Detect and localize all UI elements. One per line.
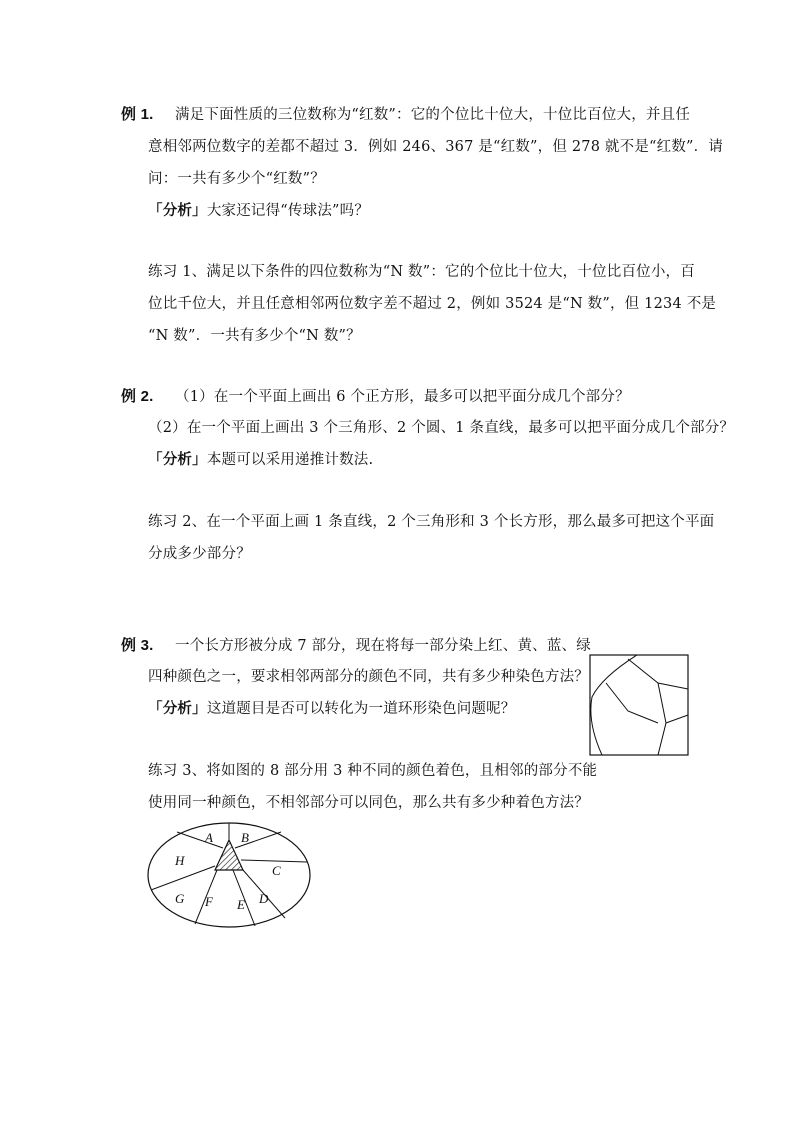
ellipse-eight-parts-figure <box>145 820 315 932</box>
example-3-analysis <box>148 697 516 718</box>
region-label-d: D <box>259 891 269 906</box>
hatched-triangle <box>215 840 243 870</box>
practice-1-line-1: 练习 1、满足以下条件的四位数称为“N 数”：它的个位比十位大，十位比百位小，百 <box>148 264 695 280</box>
example-3-text-line-2: 四种颜色之一，要求相邻两部分的颜色不同，共有多少种染色方法？ <box>148 669 589 685</box>
region-label-c: C <box>272 863 281 878</box>
practice-1-line-2: 位比千位大，并且任意相邻两位数字差不超过 2，例如 3524 是“N 数”，但 1234 不是 <box>148 296 717 312</box>
example-1-analysis <box>148 199 369 220</box>
example-1-text-line-2: 意相邻两位数字的差都不超过 3．例如 246、367 是“红数”，但 278 就不是“红数”．请 <box>148 139 724 155</box>
practice-1-line-3: “N 数”．一共有多少个“N 数”？ <box>148 328 361 344</box>
analysis-text: 这道题目是否可以转化为一道环形染色问题呢？ <box>206 701 516 717</box>
example-3-label: 例 3. <box>121 637 154 654</box>
example-1-label: 例 1. <box>121 106 154 123</box>
practice-3-line-2: 使用同一种颜色，不相邻部分可以同色，那么共有多少种着色方法？ <box>148 795 589 811</box>
example-2-analysis <box>148 448 373 469</box>
example-1-text-line-3: 问：一共有多少个“红数”？ <box>148 171 325 187</box>
analysis-tag: 「分析」 <box>148 452 207 468</box>
example-1-text-line-1: 满足下面性质的三位数称为“红数”：它的个位比十位大，十位比百位大，并且任 <box>175 107 691 123</box>
analysis-text: 本题可以采用递推计数法. <box>206 452 374 468</box>
practice-3-line-1: 练习 3、将如图的 8 部分用 3 种不同的颜色着色，且相邻的部分不能 <box>148 763 598 779</box>
analysis-text: 大家还记得“传球法”吗？ <box>206 203 370 219</box>
example-2-label: 例 2. <box>121 388 154 405</box>
analysis-tag: 「分析」 <box>148 701 207 717</box>
rectangle-seven-parts-figure <box>588 653 692 759</box>
practice-2-line-2: 分成多少部分？ <box>148 546 251 562</box>
region-label-e: E <box>237 897 245 912</box>
example-2-text-line-2: （2）在一个平面上画出 3 个三角形、2 个圆、1 条直线，最多可以把平面分成几个部分？ <box>148 420 735 436</box>
example-2-text-line-1: （1）在一个平面上画出 6 个正方形，最多可以把平面分成几个部分？ <box>175 389 630 405</box>
region-label-g: G <box>175 891 185 906</box>
practice-2-line-1: 练习 2、在一个平面上画 1 条直线，2 个三角形和 3 个长方形，那么最多可把这个平面 <box>148 514 715 530</box>
region-label-h: H <box>175 853 185 868</box>
analysis-tag: 「分析」 <box>148 203 207 219</box>
region-label-b: B <box>241 830 249 845</box>
example-3-text-line-1: 一个长方形被分成 7 部分，现在将每一部分染上红、黄、蓝、绿 <box>175 638 591 654</box>
region-label-f: F <box>205 894 213 909</box>
region-label-a: A <box>205 830 213 845</box>
